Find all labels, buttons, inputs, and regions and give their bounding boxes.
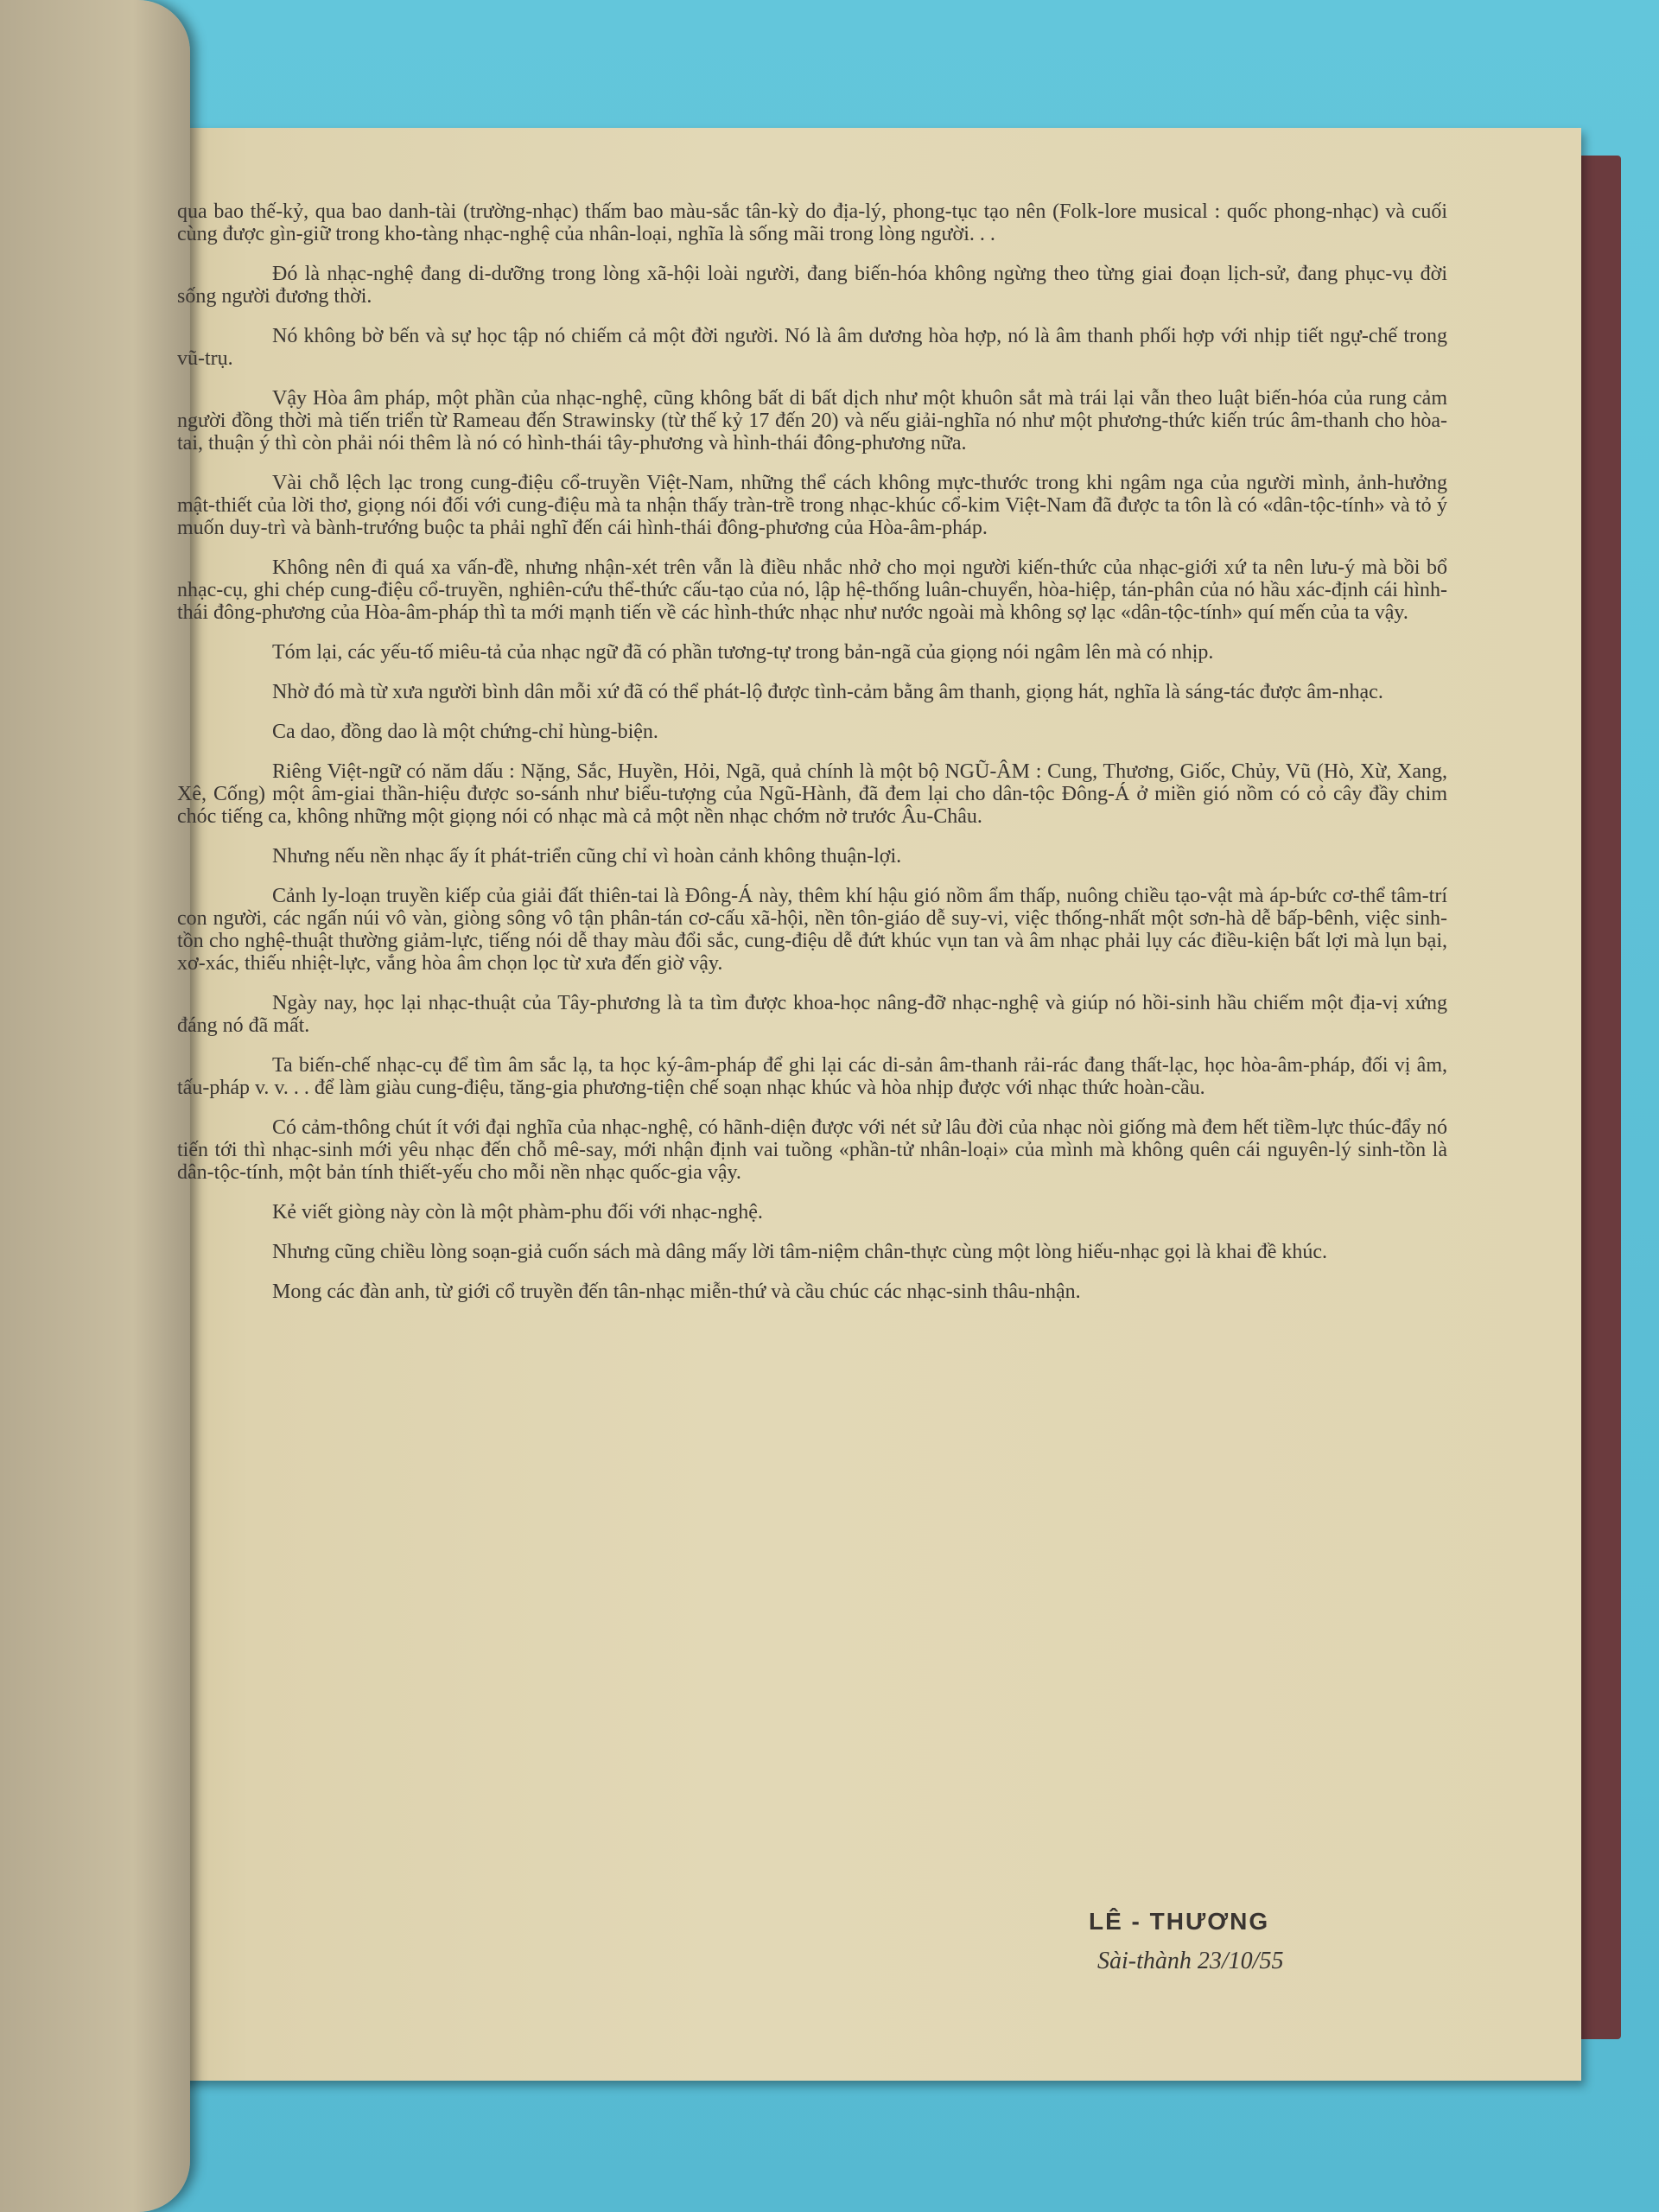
paragraph: Nó không bờ bến và sự học tập nó chiếm cả một đời người. Nó là âm dương hòa hợp, nó là âm thanh phối hợp với nhịp tiết ngự-chế trong vũ-trụ.	[177, 325, 1447, 370]
paragraph: Không nên đi quá xa vấn-đề, nhưng nhận-xét trên vẫn là điều nhắc nhở cho mọi người kiến-thức của nhạc-giới xứ ta nên lưu-ý mà bồi bổ nhạc-cụ, ghi chép cung-điệu cổ-truyền, nghiên-cứu thể-thức cấu-tạo của nó, lập hệ-thống luân-chuyển, hòa-hiệp, tán-phân của nó hầu xác-định cái hình-thái đông-phương của Hòa-âm-pháp thì ta mới mạnh tiến về các hình-thức nhạc như nước ngoài mà không sợ lạc «dân-tộc-tính» quí mến của ta vậy.	[177, 556, 1447, 624]
paragraph: Nhờ đó mà từ xưa người bình dân mỗi xứ đã có thể phát-lộ được tình-cảm bằng âm thanh, giọng hát, nghĩa là sáng-tác được âm-nhạc.	[272, 681, 1383, 703]
paragraph: Nhưng nếu nền nhạc ấy ít phát-triển cũng chỉ vì hoàn cảnh không thuận-lợi.	[272, 845, 902, 868]
paragraph: Có cảm-thông chút ít với đại nghĩa của nhạc-nghệ, có hãnh-diện được với nét sử lâu đời của nhạc nòi giống mà đem hết tiềm-lực thúc-đẩy nó tiến tới thì nhạc-sinh mới yêu nhạc đến chỗ mê-say, mới nhận định vai tuồng «phần-tử nhân-loại» của mình mà không quên cái nguyên-lý sinh-tồn là dân-tộc-tính, một bản tính thiết-yếu cho mỗi nền nhạc quốc-gia vậy.	[177, 1116, 1447, 1184]
paragraph: Ca dao, đồng dao là một chứng-chỉ hùng-biện.	[272, 721, 658, 743]
left-page-edge	[0, 0, 190, 2212]
paragraph: Tóm lại, các yếu-tố miêu-tả của nhạc ngữ đã có phần tương-tự trong bản-ngã của giọng nói ngâm lên mà có nhịp.	[272, 641, 1214, 664]
paragraph: Ngày nay, học lại nhạc-thuật của Tây-phương là ta tìm được khoa-học nâng-đỡ nhạc-nghệ và giúp nó hồi-sinh hầu chiếm một địa-vị xứng đáng nó đã mất.	[177, 992, 1447, 1037]
paragraph: Vài chỗ lệch lạc trong cung-điệu cổ-truyền Việt-Nam, những thể cách không mực-thước trong khi ngâm nga của người mình, ảnh-hưởng mật-thiết của lời thơ, giọng nói đối với cung-điệu mà ta nhận thấy tràn-trề trong nhạc-khúc cổ-kim Việt-Nam đã được ta tôn là có «dân-tộc-tính» và tỏ ý muốn duy-trì và bành-trướng buộc ta phải nghĩ đến cái hình-thái đông-phương của Hòa-âm-pháp.	[177, 472, 1447, 539]
page-text	[177, 200, 1447, 1320]
paragraph: qua bao thế-kỷ, qua bao danh-tài (trường-nhạc) thấm bao màu-sắc tân-kỳ do địa-lý, phong-tục tạo nên (Folk-lore musical : quốc phong-nhạc) và cuối cùng được gìn-giữ trong kho-tàng nhạc-nghệ của nhân-loại, nghĩa là sống mãi trong lòng người. . .	[177, 200, 1447, 245]
author-name: LÊ - THƯƠNG	[1089, 1908, 1270, 1935]
paragraph: Vậy Hòa âm pháp, một phần của nhạc-nghệ, cũng không bất di bất dịch như một khuôn sắt mà trái lại vẫn theo luật biến-hóa của rung cảm người đồng thời mà tiến triển từ Rameau đến Strawinsky (từ thế kỷ 17 đến 20) và nếu giải-nghĩa nó như một phương-thức kiến trúc âm-thanh cho hòa-tai, thuận ý thì còn phải nói thêm là nó có hình-thái tây-phương và hình-thái đông-phương nữa.	[177, 387, 1447, 454]
signature-block	[1089, 1908, 1434, 1975]
place-date: Sài-thành 23/10/55	[1097, 1948, 1284, 1974]
paragraph: Cảnh ly-loạn truyền kiếp của giải đất thiên-tai là Đông-Á này, thêm khí hậu gió nồm ẩm thấp, nuông chiều tạo-vật mà áp-bức cơ-thể tâm-trí con người, các ngấn núi vô vàn, giòng sông vô tận phân-tán cơ-cấu xã-hội, nền tôn-giáo dễ suy-vi, việc thống-nhất một sơn-hà dễ bấp-bênh, việc sinh-tồn cho nghệ-thuật thường giảm-lực, tiếng nói dễ thay màu đổi sắc, cung-điệu dễ đứt khúc vụn tan và âm nhạc phải lụy các điều-kiện bất lợi mà lụn bại, xơ-xác, thiếu nhiệt-lực, vắng hòa âm chọn lọc từ xưa đến giờ vậy.	[177, 885, 1447, 975]
paragraph: Nhưng cũng chiều lòng soạn-giả cuốn sách mà dâng mấy lời tâm-niệm chân-thực cùng một lòng hiếu-nhạc gọi là khai đề khúc.	[272, 1241, 1328, 1263]
paragraph: Ta biến-chế nhạc-cụ để tìm âm sắc lạ, ta học ký-âm-pháp để ghi lại các di-sản âm-thanh rải-rác đang thất-lạc, học hòa-âm-pháp, đối vị âm, tấu-pháp v. v. . . để làm giàu cung-điệu, tăng-gia phương-tiện chế soạn nhạc khúc và hòa nhịp được với nhạc thức hoàn-cầu.	[177, 1054, 1447, 1099]
paragraph: Kẻ viết giòng này còn là một phàm-phu đối với nhạc-nghệ.	[272, 1201, 763, 1224]
paragraph: Riêng Việt-ngữ có năm dấu : Nặng, Sắc, Huyền, Hỏi, Ngã, quả chính là một bộ NGŨ-ÂM : Cung, Thương, Giốc, Chủy, Vũ (Hò, Xừ, Xang, Xê, Cống) một âm-giai thần-hiệu được so-sánh như biểu-tượng của Ngũ-Hành, đã đem lại cho dân-tộc Đông-Á ở miền gió nồm có cỏ cây đầy chim chóc tiếng ca, không những một giọng nói có nhạc mà cả một nền nhạc chớm nở trước Âu-Châu.	[177, 760, 1447, 828]
paragraph: Đó là nhạc-nghệ đang di-dưỡng trong lòng xã-hội loài người, đang biến-hóa không ngừng theo từng giai đoạn lịch-sử, đang phục-vụ đời sống người đương thời.	[177, 263, 1447, 308]
paragraph: Mong các đàn anh, từ giới cổ truyền đến tân-nhạc miễn-thứ và cầu chúc các nhạc-sinh thâu-nhận.	[272, 1281, 1081, 1303]
